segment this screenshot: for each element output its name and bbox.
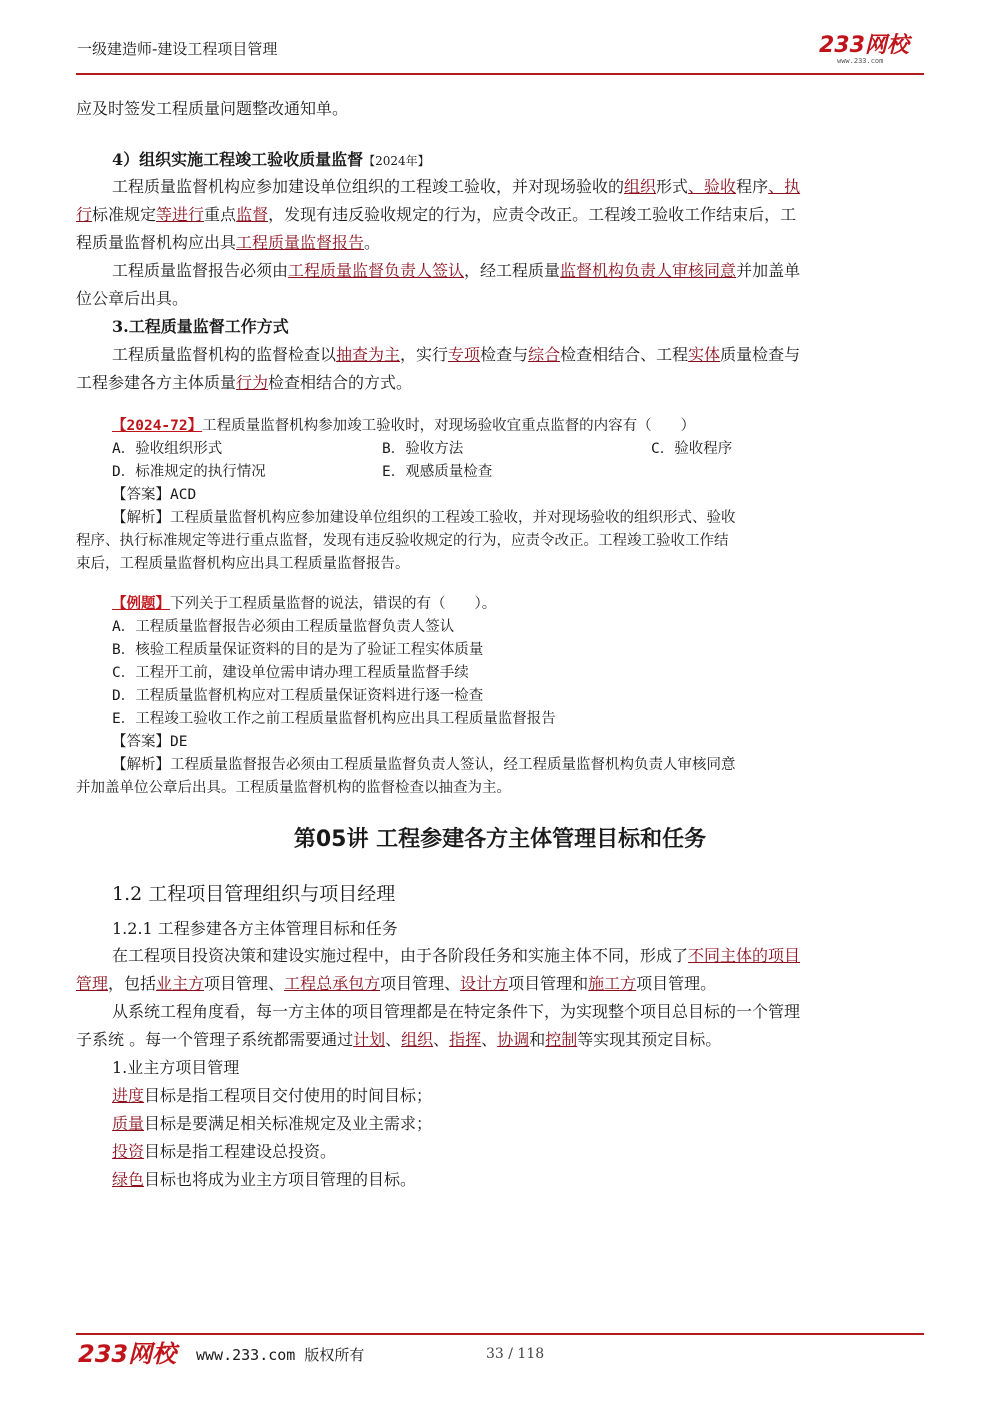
answer: 【答案】ACD [112, 487, 197, 503]
option-d: D．标准规定的执行情况 [112, 464, 266, 480]
header-divider [76, 73, 924, 75]
subheading-completion-acceptance: 4）组织实施工程竣工验收质量监督【2024年】 [112, 150, 430, 169]
text-line: 行标准规定等进行重点监督，发现有违反验收规定的行为，应责令改正。工程竣工验收工作结束后，工 [76, 205, 797, 224]
goal-line: 进度目标是指工程项目交付使用的时间目标； [112, 1086, 433, 1105]
text-line: 在工程项目投资决策和建设实施过程中，由于各阶段任务和实施主体不同，形成了不同主体的项目 [112, 946, 801, 965]
goal-line: 绿色目标也将成为业主方项目管理的目标。 [112, 1170, 417, 1189]
option-c: C．验收程序 [651, 441, 733, 457]
section-heading: 1.2 工程项目管理组织与项目经理 [112, 883, 396, 905]
svg-text:233网校: 233网校 [819, 33, 909, 58]
lecture-title: 第05讲 工程参建各方主体管理目标和任务 [293, 827, 707, 852]
text-line: 工程质量监督机构的监督检查以抽查为主，实行专项检查与综合检查相结合、工程实体质量检查与 [112, 345, 801, 364]
text-line: 子系统 。每一个管理子系统都需要通过计划、组织、指挥、协调和控制等实现其预定目标。 [76, 1030, 722, 1049]
footer-divider [76, 1333, 924, 1335]
text-line: 位公章后出具。 [76, 289, 189, 308]
text-line: 程质量监督机构应出具工程质量监督报告。 [76, 233, 381, 252]
answer: 【答案】DE [112, 734, 188, 750]
analysis-line: 【解析】工程质量监督机构应参加建设单位组织的工程竣工验收，并对现场验收的组织形式、验收 [112, 510, 736, 526]
analysis-line: 程序、执行标准规定等进行重点监督，发现有违反验收规定的行为，应责令改正。工程竣工验收工作结 [76, 533, 729, 549]
subsection-heading: 1.2.1 工程参建各方主体管理目标和任务 [112, 919, 398, 938]
subheading-owner-management: 1.业主方项目管理 [112, 1058, 240, 1077]
option-e: E．工程竣工验收工作之前工程质量监督机构应出具工程质量监督报告 [112, 711, 556, 727]
option-c: C．工程开工前，建设单位需申请办理工程质量监督手续 [112, 665, 469, 681]
footer-copyright: www.233.com 版权所有 [196, 1346, 365, 1364]
text-line: 管理，包括业主方项目管理、工程总承包方项目管理、设计方项目管理和施工方项目管理。 [76, 974, 717, 993]
question-stem: 【2024-72】工程质量监督机构参加竣工验收时，对现场验收宜重点监督的内容有（ ） [112, 418, 696, 434]
text-line: 从系统工程角度看，每一方主体的项目管理都是在特定条件下，为实现整个项目总目标的一个管理 [112, 1002, 801, 1021]
page-number: 33 / 118 [486, 1346, 545, 1362]
analysis-line: 并加盖单位公章后出具。工程质量监督机构的监督检查以抽查为主。 [76, 780, 511, 796]
document-header-title: 一级建造师-建设工程项目管理 [77, 40, 278, 58]
option-b: B．验收方法 [382, 441, 464, 457]
option-a: A．验收组织形式 [112, 441, 223, 457]
subheading-supervision-method: 3.工程质量监督工作方式 [112, 317, 289, 336]
text-line: 工程质量监督报告必须由工程质量监督负责人签认，经工程质量监督机构负责人审核同意并加盖单 [112, 261, 801, 280]
brand-logo [817, 30, 927, 66]
analysis-line: 束后，工程质量监督机构应出具工程质量监督报告。 [76, 556, 410, 572]
goal-line: 质量目标是要满足相关标准规定及业主需求； [112, 1114, 433, 1133]
svg-text:233网校: 233网校 [78, 1340, 177, 1368]
goal-line: 投资目标是指工程建设总投资。 [112, 1142, 337, 1161]
text-line: 应及时签发工程质量问题整改通知单。 [76, 99, 349, 118]
question-stem: 【例题】下列关于工程质量监督的说法，错误的有（ ）。 [112, 596, 497, 612]
text-line: 工程参建各方主体质量行为检查相结合的方式。 [76, 373, 413, 392]
text-line: 工程质量监督机构应参加建设单位组织的工程竣工验收，并对现场验收的组织形式、验收程序、执 [112, 177, 801, 196]
footer-brand-logo [78, 1338, 186, 1370]
option-d: D．工程质量监督机构应对工程质量保证资料进行逐一检查 [112, 688, 484, 704]
svg-text:www.233.com: www.233.com [837, 57, 884, 65]
analysis-line: 【解析】工程质量监督报告必须由工程质量监督负责人签认，经工程质量监督机构负责人审核同意 [112, 757, 736, 773]
option-e: E．观感质量检查 [382, 464, 493, 480]
option-a: A．工程质量监督报告必须由工程质量监督负责人签认 [112, 619, 455, 635]
option-b: B．核验工程质量保证资料的目的是为了验证工程实体质量 [112, 642, 484, 658]
